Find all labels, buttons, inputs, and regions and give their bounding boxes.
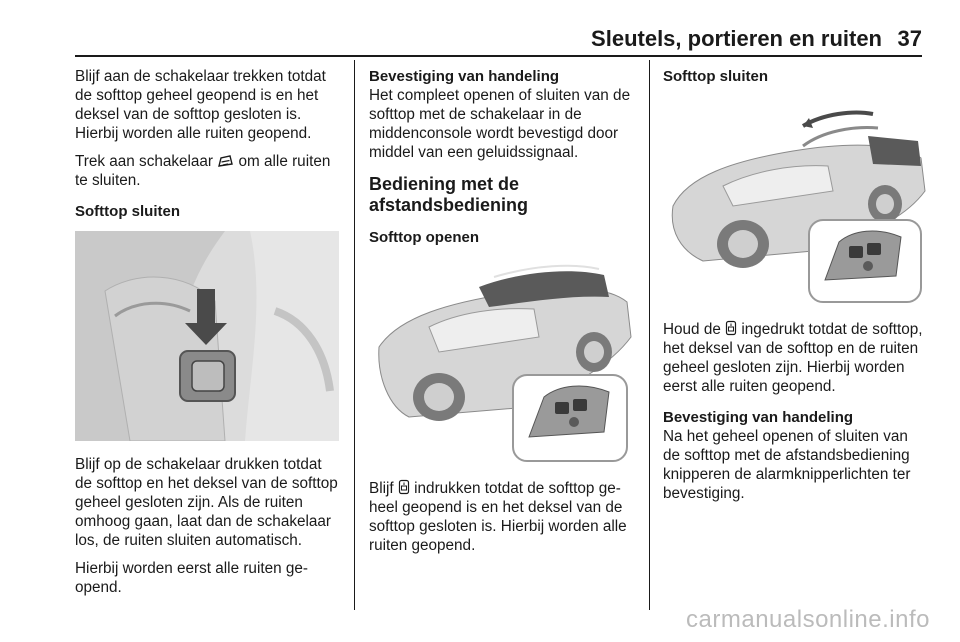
section-heading: Softtop openen bbox=[369, 229, 479, 246]
paragraph bbox=[369, 479, 635, 555]
text: Trek aan schakelaar bbox=[75, 153, 214, 170]
column-divider-2 bbox=[649, 60, 650, 610]
section-title: Sleutels, portieren en ruiten bbox=[591, 26, 882, 51]
section-heading: Softtop sluiten bbox=[75, 203, 180, 220]
paragraph: Na het geheel openen of sluiten van de softtop met de afstandsbediening knipperen de alarmknipperlichten ter bevestiging. bbox=[663, 428, 911, 502]
section-heading: Bevestiging van handeling bbox=[663, 409, 854, 426]
column-2 bbox=[369, 67, 635, 564]
page-number: 37 bbox=[897, 26, 922, 51]
remote-roof-button-icon bbox=[398, 479, 410, 495]
paragraph: Hierbij worden eerst alle ruiten geopend. bbox=[75, 560, 308, 596]
paragraph: Het compleet openen of sluiten van de softtop met de schakelaar in de middenconsole wordt bevestigd door middel van een geluidssignaal. bbox=[369, 87, 631, 161]
text: Blijf bbox=[369, 480, 394, 497]
remote-roof-button-icon bbox=[725, 320, 737, 336]
roof-switch-icon bbox=[217, 154, 234, 168]
header-rule bbox=[75, 55, 922, 57]
section-heading-large: Bediening met de afstandsbediening bbox=[369, 174, 529, 215]
column-3 bbox=[663, 67, 928, 512]
column-divider-1 bbox=[354, 60, 355, 610]
section-heading: Softtop sluiten bbox=[663, 68, 768, 85]
car-closing-roof-illustration bbox=[663, 96, 927, 306]
console-switch-illustration bbox=[75, 231, 339, 441]
text: ingedrukt totdat de softtop, het deksel van de softtop en de ruiten geheel gesloten zijn. Hierbij worden eerst alle ruiten geopend. bbox=[663, 321, 923, 395]
text: om alle ruiten te sluiten. bbox=[75, 153, 331, 189]
paragraph bbox=[663, 320, 928, 396]
paragraph: Blijf op de schakelaar drukken totdat de softtop en het deksel van de softtop geheel gesloten zijn. Als de ruiten omhoog gaan, laat dan de schakelaar los, de ruiten sluiten automatisch. bbox=[75, 456, 338, 549]
car-open-roof-illustration bbox=[369, 257, 633, 467]
paragraph: Blijf aan de schakelaar trekken totdat de softtop geheel geopend is en het deksel van de softtop gesloten is. Hierbij worden alle ruiten geopend. bbox=[75, 68, 326, 142]
text: Houd de bbox=[663, 321, 721, 338]
section-heading: Bevestiging van handeling bbox=[369, 68, 560, 85]
column-1 bbox=[75, 67, 339, 606]
paragraph bbox=[75, 152, 339, 190]
text: indrukken totdat de softtop geheel geopend is en het deksel van de softtop gesloten is. Hierbij worden alle ruiten geopend. bbox=[369, 480, 627, 554]
watermark: carmanualsonline.info bbox=[686, 606, 930, 633]
